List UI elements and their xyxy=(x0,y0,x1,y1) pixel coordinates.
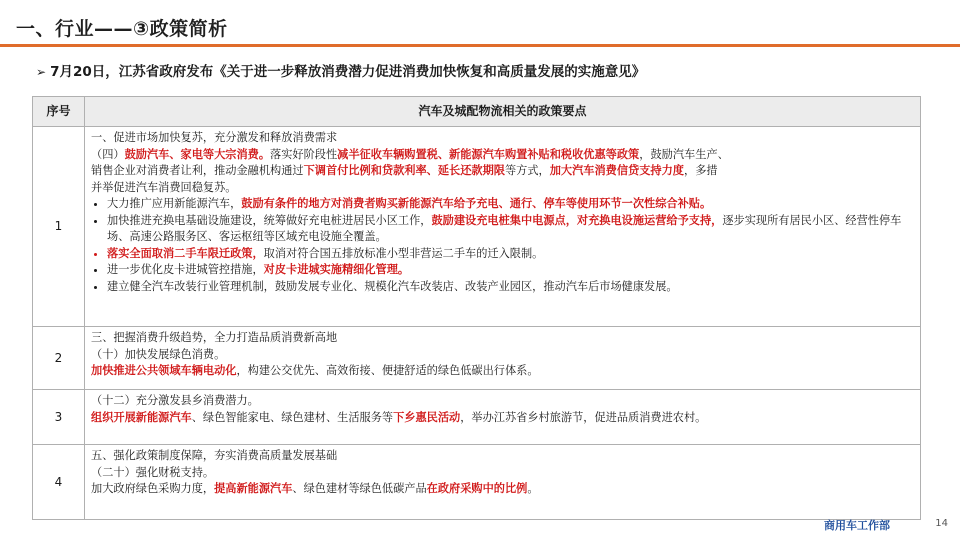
body-text: ，构建公交优先、高效衔接、便捷舒适的绿色低碳出行体系。 xyxy=(236,364,539,377)
bullet-item xyxy=(107,279,914,296)
body-text: 一、促进市场加快复苏，充分激发和释放消费需求 xyxy=(91,131,338,144)
content-line xyxy=(91,180,914,197)
table-row xyxy=(33,127,921,327)
highlight-text: 提高新能源汽车 xyxy=(214,482,293,495)
body-text: 加大政府绿色采购力度， xyxy=(91,482,215,495)
row-index: 3 xyxy=(33,390,85,445)
content-line xyxy=(91,465,914,482)
row-content xyxy=(85,445,921,520)
subtitle-line xyxy=(36,60,645,80)
arrow-bullet-icon: ➢ xyxy=(36,65,47,79)
highlight-text: 下调首付比例和贷款利率、延长还款期限 xyxy=(303,164,505,177)
highlight-text: 鼓励有条件的地方对消费者购买新能源汽车给予充电、通行、停车等使用环节一次性综合补贴。 xyxy=(241,197,712,210)
content-line xyxy=(91,393,914,410)
content-line xyxy=(91,330,914,347)
body-text: （十二）充分激发县乡消费潜力。 xyxy=(91,394,259,407)
content-line xyxy=(91,410,914,427)
content-line xyxy=(91,481,914,498)
highlight-text: 减半征收车辆购置税、新能源汽车购置补贴和税收优惠等政策 xyxy=(337,147,640,161)
body-text: ，举办江苏省乡村旅游节，促进品质消费进农村。 xyxy=(460,410,707,424)
body-text: 取消对符合国五排放标准小型非营运二手车的迁入限制。 xyxy=(263,246,544,260)
highlight-text: 下乡惠民活动 xyxy=(393,410,461,424)
body-text: ，多措 xyxy=(684,164,718,177)
table-row xyxy=(33,445,921,520)
highlight-text: 在政府采购中的比例 xyxy=(426,482,528,495)
body-text: 落实好阶段性 xyxy=(270,147,338,161)
row-index: 2 xyxy=(33,327,85,390)
title-divider xyxy=(0,44,960,47)
content-line xyxy=(91,163,914,180)
page-number: 14 xyxy=(935,518,948,529)
header-policy-points: 汽车及城配物流相关的政策要点 xyxy=(85,97,921,127)
body-text: 销售企业对消费者让利，推动金融机构通过 xyxy=(91,164,304,177)
content-line xyxy=(91,347,914,364)
slide-title: 一、行业——③政策简析 xyxy=(16,18,228,40)
body-text: 三、把握消费升级趋势，全力打造品质消费新高地 xyxy=(91,331,338,344)
highlight-text: 鼓励汽车、家电等大宗消费。 xyxy=(124,147,271,161)
bullet-item xyxy=(107,196,914,213)
table-row xyxy=(33,327,921,390)
table-row xyxy=(33,390,921,445)
subtitle-text: 7月20日，江苏省政府发布《关于进一步释放消费潜力促进消费加快恢复和高质量发展的实施意见》 xyxy=(50,64,646,80)
body-text: 等方式， xyxy=(504,164,550,177)
body-text: （二十）强化财税支持。 xyxy=(91,465,215,479)
body-text: （十）加快发展绿色消费。 xyxy=(91,347,226,361)
body-text: 进一步优化皮卡进城管控措施， xyxy=(107,263,264,276)
row-index: 1 xyxy=(33,127,85,327)
content-line xyxy=(91,147,914,164)
body-text: 加快推进充换电基础设施建设，统筹做好充电桩进居民小区工作， xyxy=(107,213,432,227)
table-header-row xyxy=(33,97,921,127)
row-index: 4 xyxy=(33,445,85,520)
bullet-item xyxy=(107,246,914,263)
body-text: （四） xyxy=(91,147,125,161)
highlight-text: 落实全面取消二手车限迁政策， xyxy=(107,246,264,260)
highlight-text: 鼓励建设充电桩集中电源点，对充换电设施运营给予支持， xyxy=(431,213,723,227)
body-text: ，鼓励汽车生产、 xyxy=(639,147,729,161)
body-text: 逐步实现所有居民小区、经营性停车场、高速公路服务区、客运枢纽等区域充电设施全覆盖。 xyxy=(107,213,902,243)
footer-department: 商用车工作部 xyxy=(824,519,890,532)
row-content xyxy=(85,390,921,445)
policy-table xyxy=(32,96,921,520)
bullet-list xyxy=(91,196,914,295)
bullet-item xyxy=(107,213,914,246)
highlight-text: 加快推进公共领域车辆电动化 xyxy=(91,364,237,377)
body-text: 五、强化政策制度保障，夯实消费高质量发展基础 xyxy=(91,449,338,462)
content-line xyxy=(91,448,914,465)
body-text: 、绿色建材等绿色低碳产品 xyxy=(292,482,427,495)
highlight-text: 对皮卡进城实施精细化管理。 xyxy=(263,263,410,276)
header-index: 序号 xyxy=(33,97,85,127)
content-line xyxy=(91,363,914,380)
body-text: 建立健全汽车改装行业管理机制，鼓励发展专业化、规模化汽车改装店、改装产业园区，推动汽车后市场健康发展。 xyxy=(107,279,678,293)
bullet-item xyxy=(107,262,914,279)
body-text: 、绿色智能家电、绿色建材、生活服务等 xyxy=(191,410,394,424)
row-content xyxy=(85,327,921,390)
body-text: 大力推广应用新能源汽车， xyxy=(107,197,242,210)
body-text: 并举促进汽车消费回稳复苏。 xyxy=(91,180,237,194)
body-text: 。 xyxy=(527,482,539,495)
row-content xyxy=(85,127,921,327)
highlight-text: 组织开展新能源汽车 xyxy=(91,410,192,424)
content-line xyxy=(91,130,914,147)
highlight-text: 加大汽车消费信贷支持力度 xyxy=(549,164,684,177)
